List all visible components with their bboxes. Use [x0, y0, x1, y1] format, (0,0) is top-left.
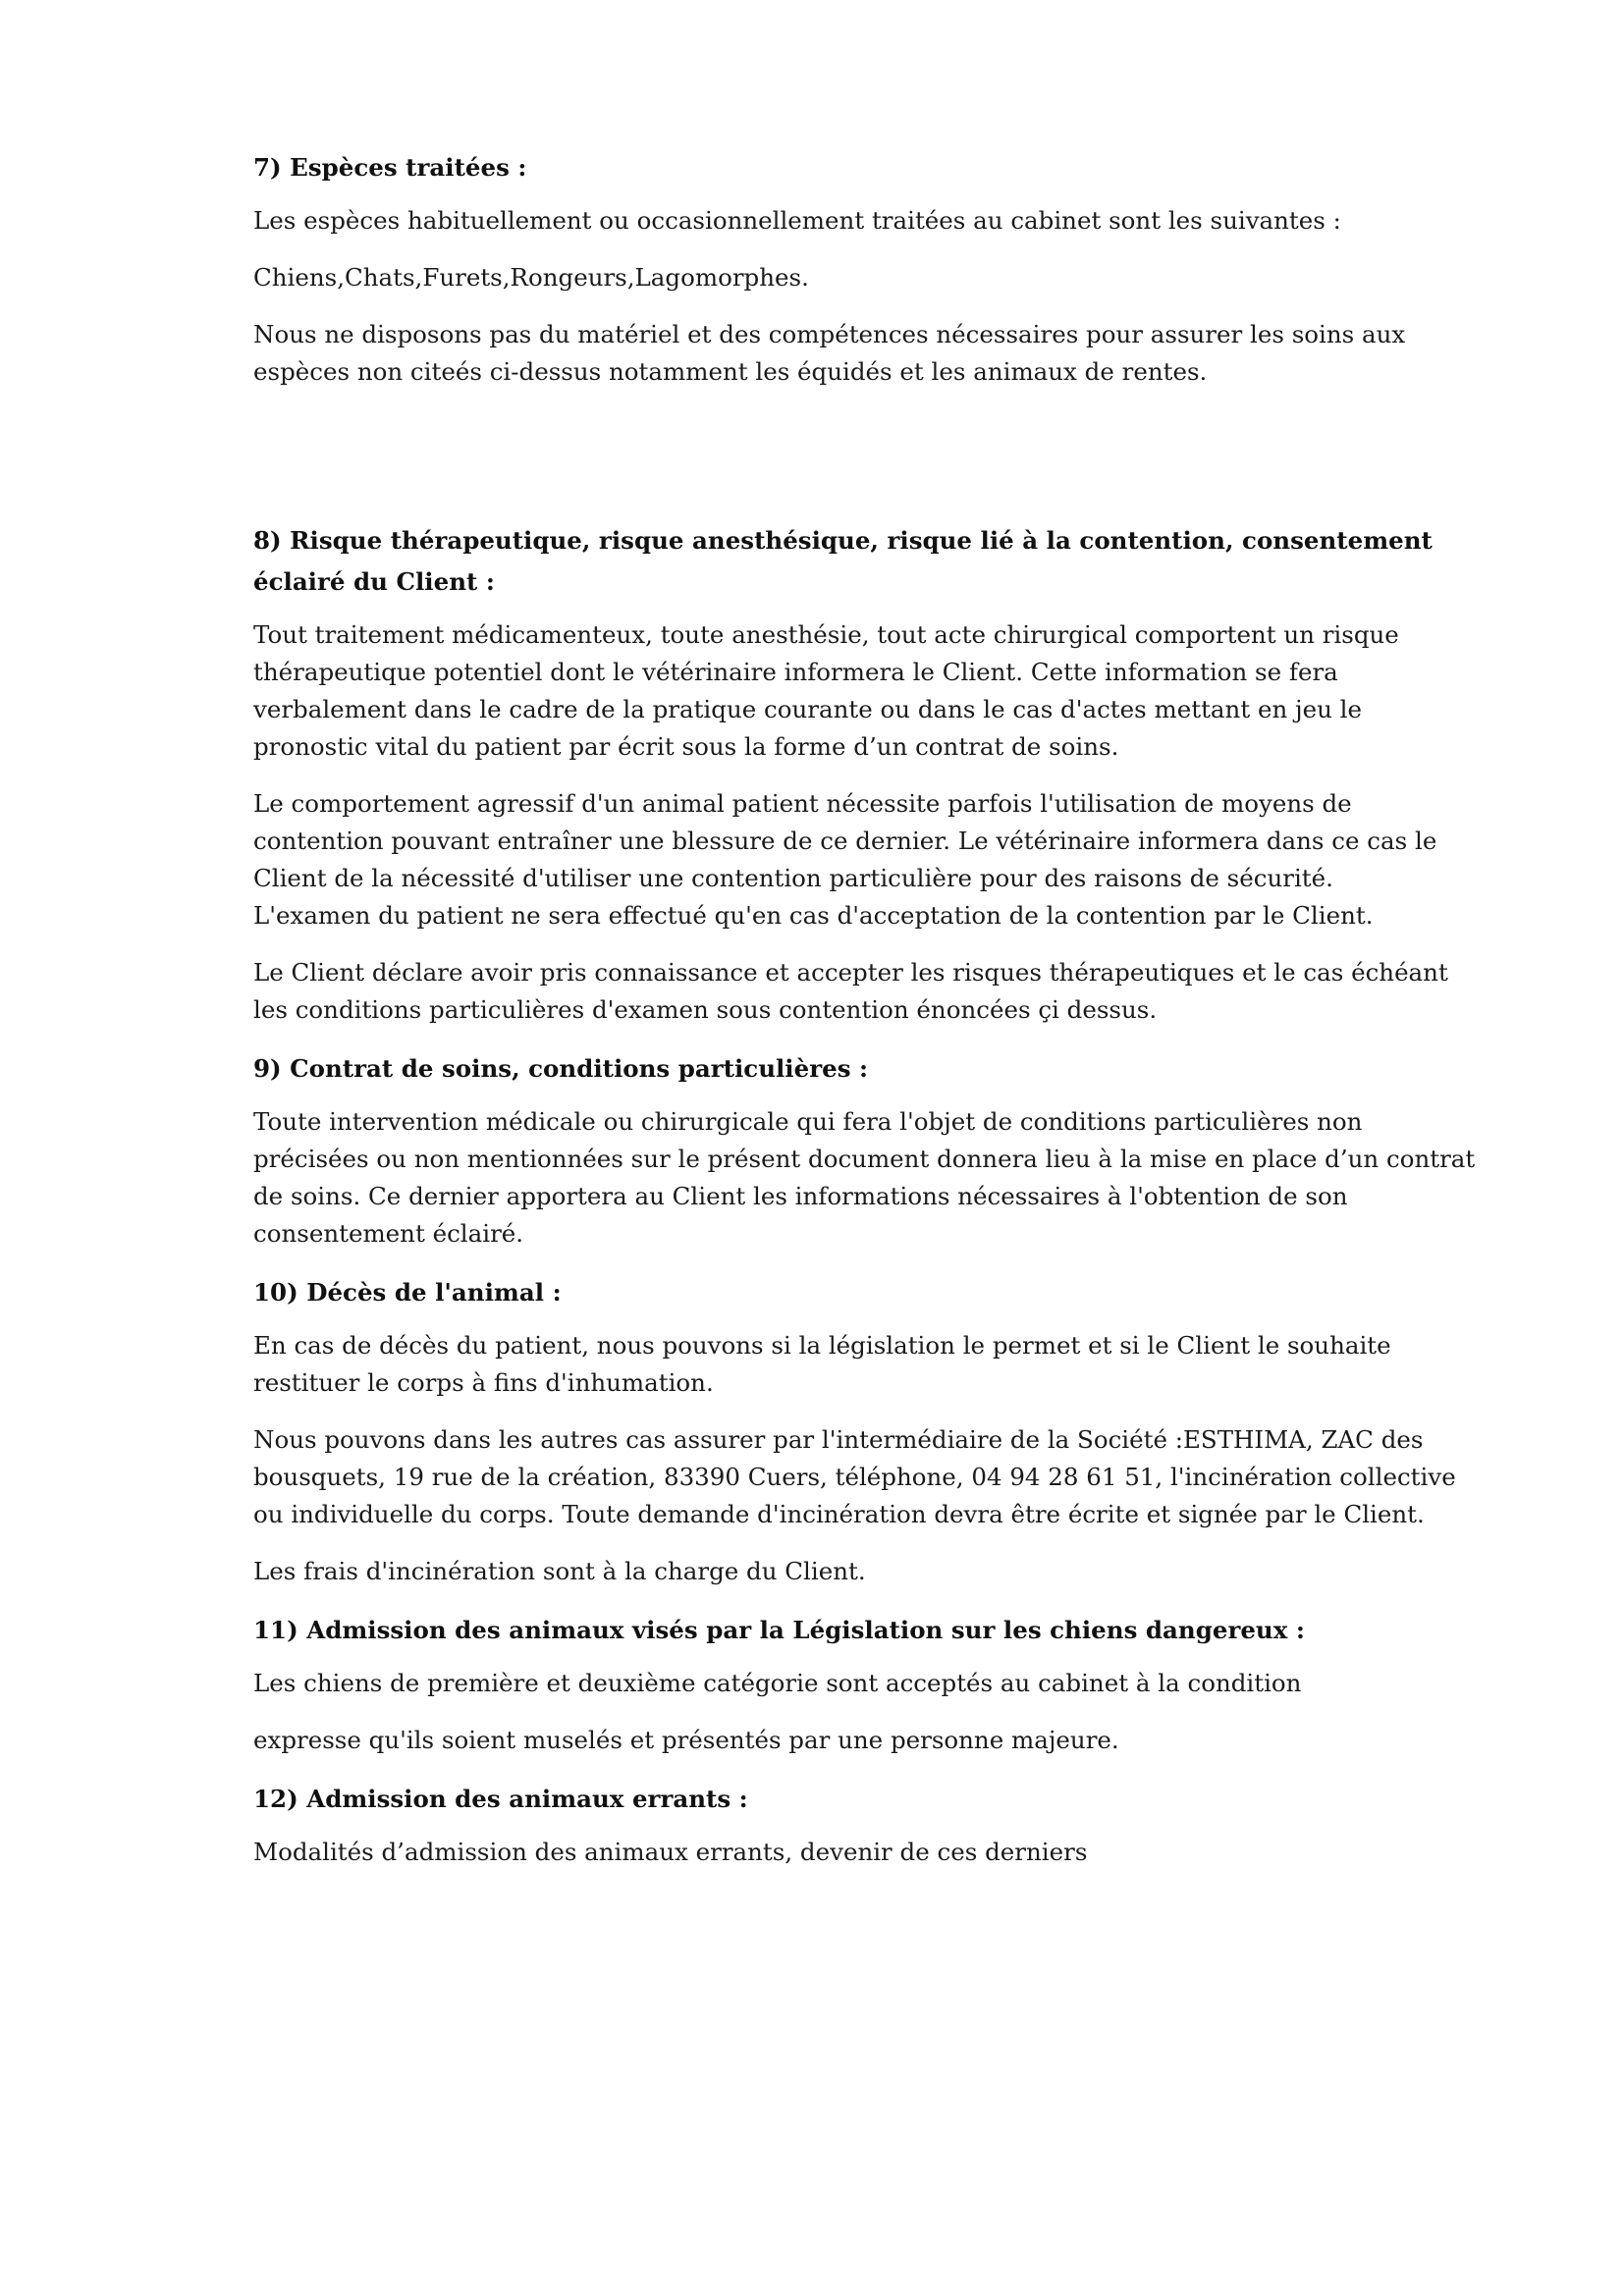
vertical-spacer — [253, 410, 1481, 520]
section-8 — [253, 520, 1481, 1029]
section-9 — [253, 1048, 1481, 1253]
paragraph: Les chiens de première et deuxième catégorie sont acceptés au cabinet à la condition — [253, 1669, 1302, 1697]
paragraph: Nous pouvons dans les autres cas assurer par l'intermédiaire de la Société :ESTHIMA, ZAC des bousquets, 19 rue de la création, 83390 Cuers, téléphone, 04 94 28 61 51, l'incinération collective ou individuelle du corps. Toute demande d'incinération devra être écrite et signée par le Client. — [253, 1425, 1456, 1528]
paragraph: Chiens,Chats,Furets,Rongeurs,Lagomorphes. — [253, 263, 809, 292]
paragraph: Le Client déclare avoir pris connaissance et accepter les risques thérapeutiques et le cas échéant les conditions particulières d'examen sous contention énoncées çi dessus. — [253, 958, 1448, 1024]
section-heading: 10) Décès de l'animal : — [253, 1278, 562, 1307]
section-heading: 12) Admission des animaux errants : — [253, 1785, 748, 1813]
paragraph: Toute intervention médicale ou chirurgicale qui fera l'objet de conditions particulières non précisées ou non mentionnées sur le présent document donnera lieu à la mise en place d’un contrat de soins. Ce dernier apportera au Client les informations nécessaires à l'obtention de son consentement éclairé. — [253, 1107, 1476, 1248]
paragraph: Les frais d'incinération sont à la charge du Client. — [253, 1557, 866, 1585]
paragraph: Les espèces habituellement ou occasionnellement traitées au cabinet sont les suivantes : — [253, 206, 1341, 235]
paragraph: expresse qu'ils soient muselés et présentés par une personne majeure. — [253, 1726, 1119, 1754]
section-11 — [253, 1610, 1481, 1759]
document-body — [253, 147, 1481, 1891]
section-heading: 8) Risque thérapeutique, risque anesthésique, risque lié à la contention, consentement éclairé du Client : — [253, 526, 1433, 596]
section-heading: 7) Espèces traitées : — [253, 153, 527, 182]
paragraph: Le comportement agressif d'un animal patient nécessite parfois l'utilisation de moyens de contention pouvant entraîner une blessure de ce dernier. Le vétérinaire informera dans ce cas le Client de la nécessité d'utiliser une contention particulière pour des raisons de sécurité. — [253, 789, 1437, 892]
paragraph: Nous ne disposons pas du matériel et des compétences nécessaires pour assurer les soins aux espèces non citeés ci-dessus notamment les équidés et les animaux de rentes. — [253, 320, 1406, 386]
paragraph: En cas de décès du patient, nous pouvons si la législation le permet et si le Client le souhaite restituer le corps à fins d'inhumation. — [253, 1331, 1391, 1397]
section-heading: 9) Contrat de soins, conditions particulières : — [253, 1054, 869, 1083]
paragraph: L'examen du patient ne sera effectué qu'en cas d'acceptation de la contention par le Client. — [253, 901, 1374, 930]
section-heading: 11) Admission des animaux visés par la Législation sur les chiens dangereux : — [253, 1616, 1305, 1644]
paragraph: Modalités d’admission des animaux errants, devenir de ces derniers — [253, 1838, 1088, 1866]
paragraph: Tout traitement médicamenteux, toute anesthésie, tout acte chirurgical comportent un risque thérapeutique potentiel dont le vétérinaire informera le Client. Cette information se fera verbalement dans le cadre de la pratique courante ou dans le cas d'actes mettant en jeu le pronostic vital du patient par écrit sous la forme d’un contrat de soins. — [253, 620, 1399, 761]
section-10 — [253, 1272, 1481, 1590]
section-7 — [253, 147, 1481, 391]
section-12 — [253, 1779, 1481, 1871]
